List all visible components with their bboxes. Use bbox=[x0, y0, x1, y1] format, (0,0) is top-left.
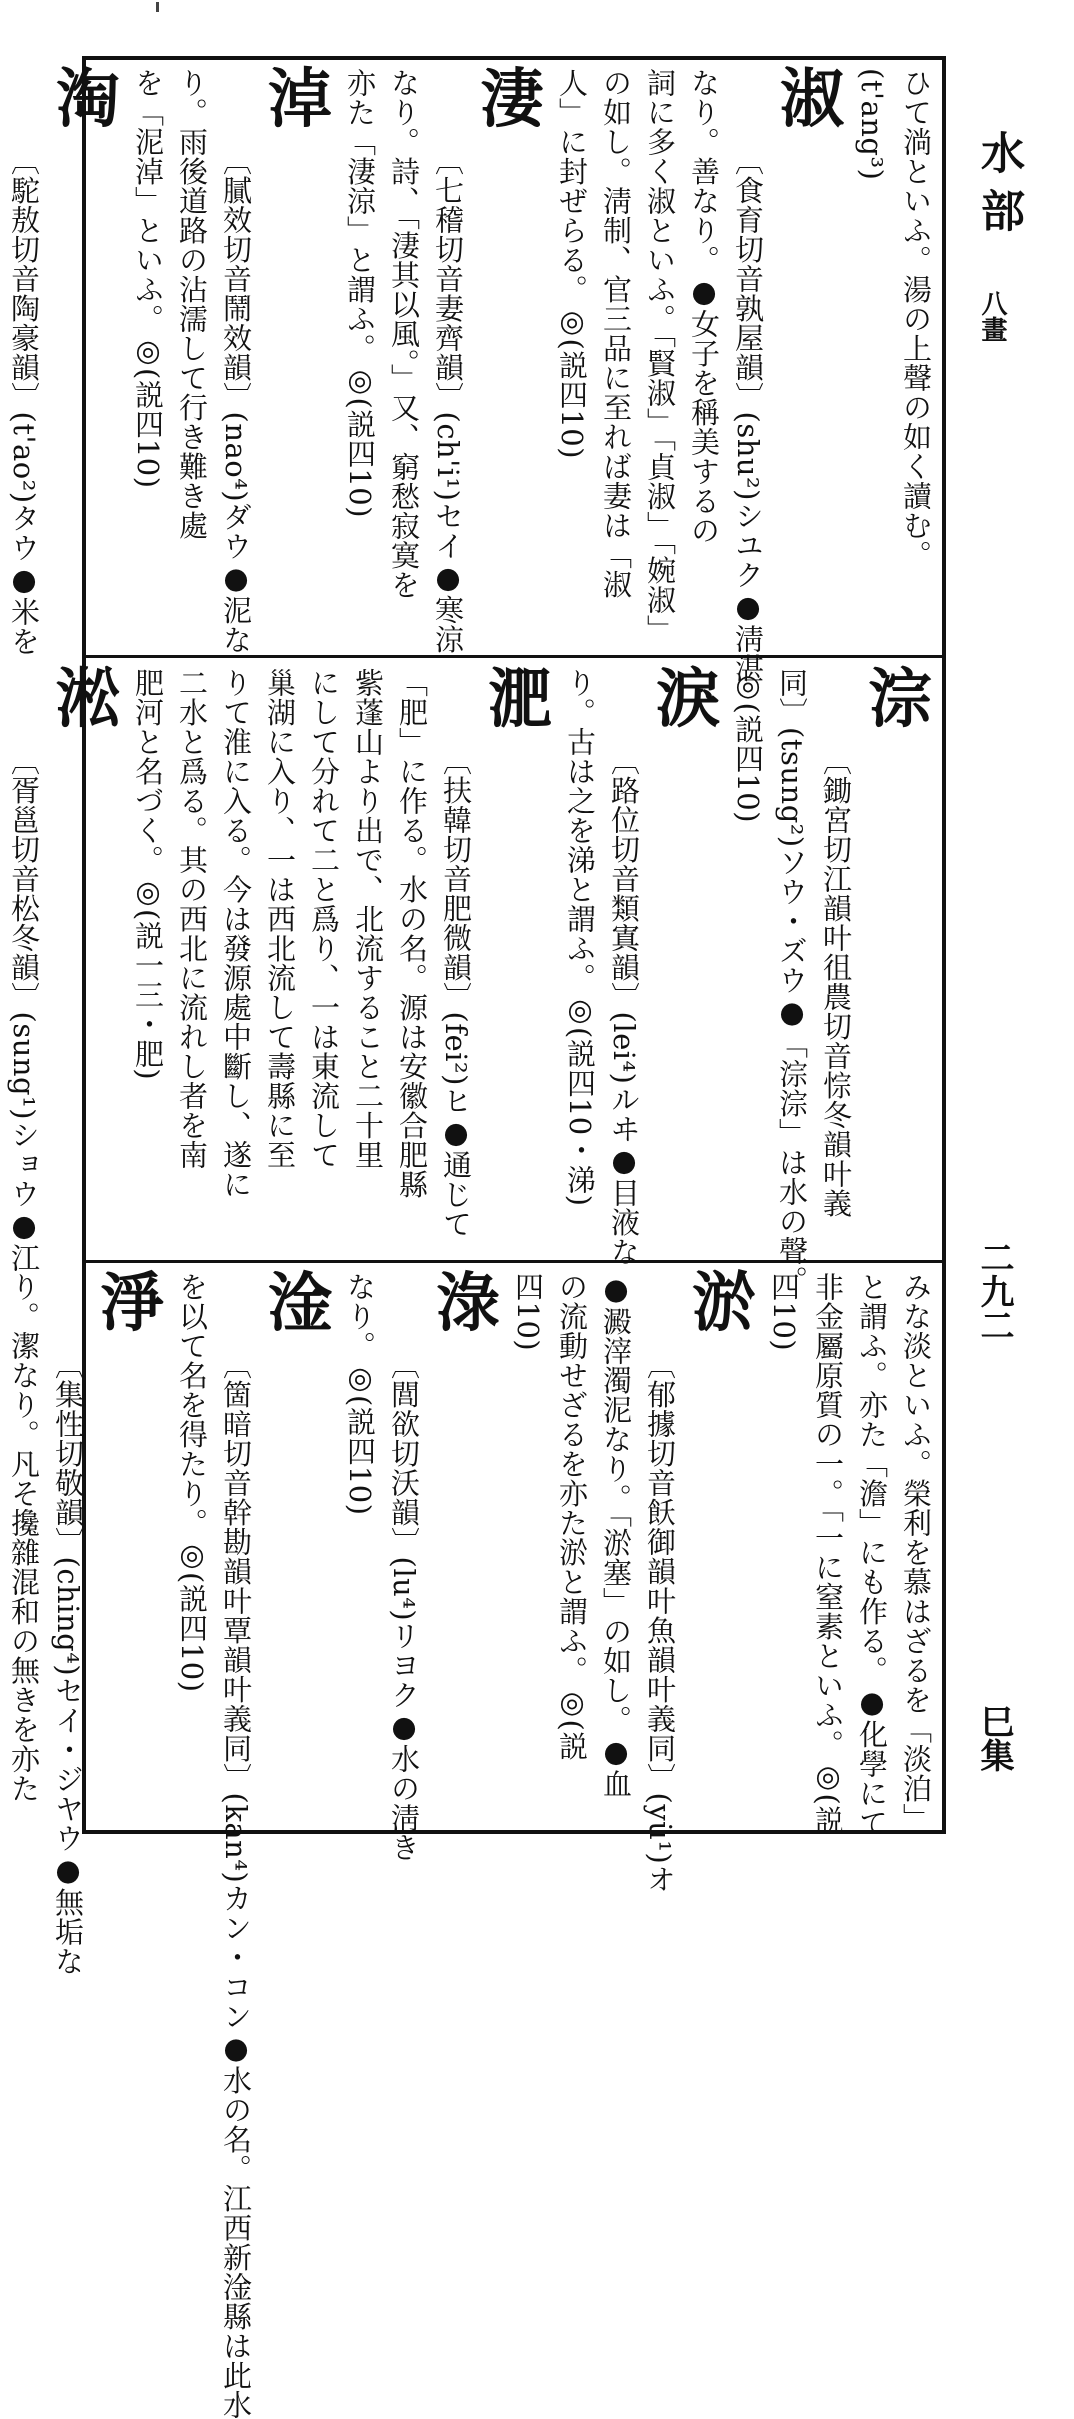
text-column: みな淡といふ。榮利を慕はざるを「淡泊」 bbox=[899, 1272, 933, 1833]
dictionary-entry bbox=[0, 62, 126, 657]
text-column: 二水と爲る。其の西北に流れし者を南 bbox=[175, 668, 209, 1170]
text-column: 〔膩效切音鬧效韻〕(nao⁴)ダウ●泥な bbox=[219, 146, 253, 655]
text-column: 〔鋤宮切江韻叶徂農切音悰冬韻叶義 bbox=[819, 746, 853, 1218]
entry-headword: 淚 bbox=[656, 662, 720, 737]
text-column: 同〕(tsung²)ソウ・ズウ●「淙淙」は水の聲。 bbox=[775, 668, 809, 1296]
entry-headword: 淝 bbox=[488, 662, 552, 737]
text-column: 〔路位切音類寘韻〕(lei⁴)ルヰ●目液な bbox=[607, 746, 641, 1267]
text-column: 人」に封ぜらる。◎(説四10) bbox=[555, 68, 589, 460]
right-margin bbox=[958, 90, 1024, 1850]
entry-headword: 淑 bbox=[780, 62, 844, 137]
entry-body bbox=[506, 1272, 682, 1900]
text-column: 亦た「淒涼」と謂ふ。◎(説四10) bbox=[343, 68, 377, 519]
entry-headword: 淘 bbox=[56, 62, 120, 137]
entry-body bbox=[126, 68, 258, 726]
dictionary-entry bbox=[338, 1266, 506, 1863]
entry-body bbox=[726, 668, 858, 1326]
text-column: 〔箇暗切音幹勘韻叶覃韻叶義同〕(kan⁴)カン・コン●水の名。江西新淦縣は此水 bbox=[219, 1350, 253, 2419]
dictionary-entry bbox=[338, 62, 550, 654]
text-column: り。潔なり。凡そ攙雜混和の無きを亦た bbox=[7, 1272, 41, 1803]
text-column: 非金屬原質の一。「一に窒素といふ。◎(説 bbox=[811, 1272, 845, 1835]
volume-label: 巳集 bbox=[974, 1704, 1014, 1772]
entry-body bbox=[558, 668, 646, 1326]
text-column: 四10) bbox=[767, 1272, 801, 1352]
entry-body bbox=[126, 668, 478, 1326]
entry-body bbox=[0, 1272, 90, 1977]
dictionary-entry bbox=[558, 662, 726, 1267]
entry-body bbox=[0, 68, 46, 726]
text-column: (t'ang³) bbox=[855, 68, 889, 181]
entry-body bbox=[550, 68, 770, 726]
radical-title: 水部 bbox=[973, 130, 1024, 246]
text-column: 〔胥邕切音松冬韻〕(sung¹)ショウ●江 bbox=[7, 746, 41, 1273]
entry-headword: 淙 bbox=[868, 662, 932, 737]
entry-headword: 淞 bbox=[56, 662, 120, 737]
section-bottom bbox=[7, 1266, 938, 2419]
text-column: なり。善なり。●女子を稱美するの bbox=[687, 68, 721, 545]
text-column: 〔七稽切音妻齊韻〕(ch'i¹)セイ●寒涼 bbox=[431, 146, 465, 654]
dictionary-entry bbox=[506, 1266, 762, 1894]
text-column: 肥河と名づく。◎(説一三・肥) bbox=[131, 668, 165, 1081]
section-top bbox=[7, 62, 938, 683]
entry-headword: 淨 bbox=[100, 1266, 164, 1341]
text-column: を以て名を得たり。◎(説四10) bbox=[175, 1272, 209, 1693]
section-middle bbox=[7, 662, 938, 1296]
text-column: ●澱滓濁泥なり。「淤塞」の如し。●血 bbox=[599, 1272, 633, 1799]
entry-headword: 淒 bbox=[480, 62, 544, 137]
dictionary-entry bbox=[0, 1266, 170, 1977]
text-column: 〔郁據切音飫御韻叶魚韻叶義同〕(yü¹)オ bbox=[643, 1350, 677, 1894]
text-column: 紫蓬山より出で、北流すること二十里 bbox=[351, 668, 385, 1170]
entry-headword: 淤 bbox=[692, 1266, 756, 1341]
entry-headword: 淦 bbox=[268, 1266, 332, 1341]
text-column: りて淮に入る。今は發源處中斷し、遂に bbox=[219, 668, 253, 1199]
text-column: の流動せざるを亦た淤と謂ふ。◎(説 bbox=[555, 1272, 589, 1761]
entry-headword: 淖 bbox=[268, 62, 332, 137]
text-column: ◎(説四10) bbox=[731, 668, 765, 824]
text-column: なり。◎(説四10) bbox=[343, 1272, 377, 1516]
dictionary-entry bbox=[0, 662, 126, 1273]
dictionary-entry bbox=[550, 62, 850, 683]
text-column: と謂ふ。亦た「澹」にも作る。●化學にて bbox=[855, 1272, 889, 1838]
text-column: の如し。淸制、官三品に至れば妻は「淑 bbox=[599, 68, 633, 599]
dictionary-entry bbox=[126, 662, 558, 1253]
dictionary-entry bbox=[762, 1272, 938, 1838]
text-column: 四10) bbox=[511, 1272, 545, 1352]
text-column: なり。詩、「淒其以風。」又、窮愁寂寞を bbox=[387, 68, 421, 600]
page-number: 二九二 bbox=[974, 1240, 1014, 1342]
text-column: り。古は之を涕と謂ふ。◎(説四10・涕) bbox=[563, 668, 597, 1207]
dictionary-entry bbox=[126, 62, 338, 655]
text-column: 〔駝敖切音陶豪韻〕(t'ao²)タウ●米を bbox=[7, 146, 41, 657]
text-column: ひて淌といふ。湯の上聲の如く讀む。 bbox=[899, 68, 933, 570]
entry-headword: 淥 bbox=[436, 1266, 500, 1341]
stroke-count: 八畫 bbox=[977, 290, 1007, 342]
text-column: 〔扶韓切音肥微韻〕(fei²)ヒ●通じて bbox=[439, 746, 473, 1239]
dictionary-entry bbox=[850, 68, 938, 650]
text-column: を「泥淖」といふ。◎(説四10) bbox=[131, 68, 165, 489]
text-column: 詞に多く淑といふ。「賢淑」「貞淑」「婉淑」 bbox=[643, 68, 677, 644]
entry-body bbox=[850, 68, 938, 648]
entry-body bbox=[338, 68, 470, 726]
entry-body bbox=[762, 1272, 938, 1838]
text-column: 「肥」に作る。水の名。源は安徽合肥縣 bbox=[395, 668, 429, 1199]
text-column: 〔集性切敬韻〕(ching⁴)セイ・ジヤウ●無垢な bbox=[51, 1350, 85, 1977]
entry-body bbox=[170, 1272, 258, 2419]
dictionary-entry bbox=[726, 662, 938, 1296]
entry-body bbox=[0, 668, 46, 1326]
entry-body bbox=[338, 1272, 426, 1900]
dictionary-entry bbox=[170, 1266, 338, 2419]
ink-speck bbox=[156, 2, 159, 12]
text-column: 〔閭欲切沃韻〕(lu⁴)リヨク●水の淸き bbox=[387, 1350, 421, 1863]
text-column: 〔食育切音孰屋韻〕(shu²)シユク●淸湛 bbox=[731, 146, 765, 683]
text-column: 巢湖に入り、一は西北流して壽縣に至 bbox=[263, 668, 297, 1170]
text-column: にして分れて二と爲り、一は東流して bbox=[307, 668, 341, 1170]
text-column: り。雨後道路の沾濡して行き難き處 bbox=[175, 68, 209, 540]
